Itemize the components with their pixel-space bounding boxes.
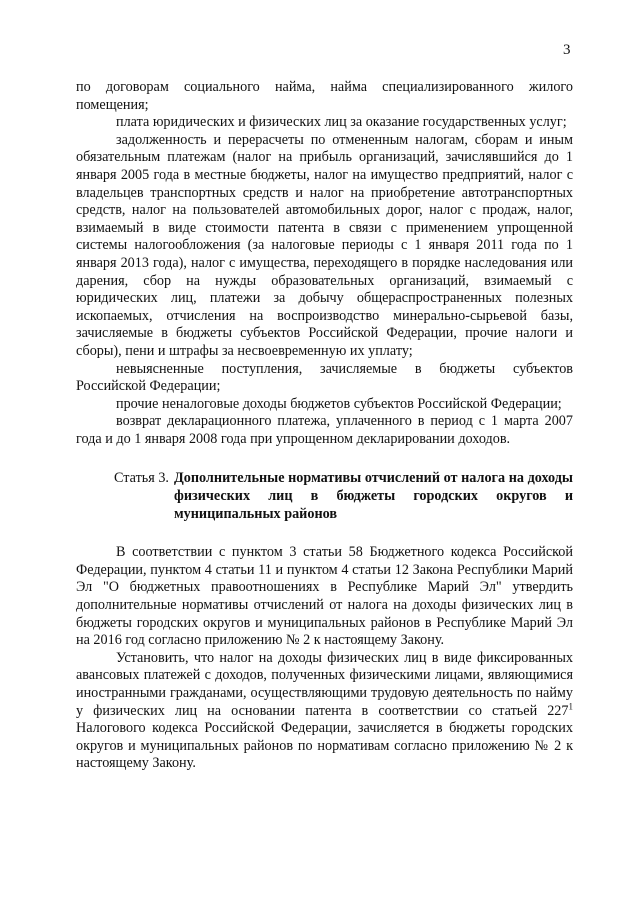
paragraph: плата юридических и физических лиц за оказание государственных услуг; (116, 114, 567, 131)
paragraph: возврат декларационного платежа, уплаченного в период с 1 марта 2007 года и до 1 января 2008 года при упрощенном декларировании доходов. (76, 413, 573, 447)
paragraph: по договорам социального найма, найма специализированного жилого помещения; (76, 79, 573, 113)
paragraph: невыясненные поступления, зачисляемые в бюджеты субъектов Российской Федерации; (76, 360, 573, 395)
paragraph: В соответствии с пунктом 3 статьи 58 Бюджетного кодекса Российской Федерации, пунктом 4 статьи 11 и пунктом 4 статьи 12 Закона Республики Марий Эл "О бюджетных правоотношениях в Республике Марий Эл" утвердить дополнительные нормативы отчислений от налога на доходы физических лиц в бюджеты городских округов и муниципальных районов в Республике Марий Эл на 2016 год согласно приложению № 2 к настоящему Закону. (76, 544, 573, 649)
paragraph: прочие неналоговые доходы бюджетов субъектов Российской Федерации; (116, 395, 562, 412)
paragraph-last (76, 650, 573, 773)
bottom-paragraphs (76, 544, 573, 650)
article-title: Дополнительные нормативы отчислений от налога на доходы физических лиц в бюджеты городских округов и муниципальных районов (174, 470, 573, 522)
footnote-superscript: 1 (568, 700, 573, 711)
article-heading (76, 470, 573, 523)
article-label: Статья 3. (114, 470, 169, 487)
page-number: 3 (563, 42, 571, 58)
paragraph: задолженность и перерасчеты по отмененным налогам, сборам и иным обязательным платежам (налог на прибыль организаций, зачислявшийся до 1 января 2005 года в местные бюджеты, налог на имущество предприятий, налог с владельцев транспортных средств и налог на приобретение автотранспортных средств, налог на пользователей автомобильных дорог, налог с продаж, налог, взимаемый в виде стоимости патента в связи с применением упрощенной системы налогообложения (за налоговые периоды с 1 января 2011 года по 1 января 2013 года), налог с имущества, переходящего в порядке наследования или дарения, сбор на нужды образовательных организаций, взимаемый с юридических лиц, платежи за добычу общераспространенных полезных ископаемых, отчисления на воспроизводство минерально-сырьевой базы, зачисляемые в бюджеты субъектов Российской Федерации, прочие налоги и сборы), пени и штрафы за несвоевременную их уплату; (76, 131, 573, 359)
last-paragraph-after: Налогового кодекса Российской Федерации, зачисляется в бюджеты городских округов и муниципальных районов по нормативам согласно приложению № 2 к настоящему Закону. (76, 720, 573, 772)
top-paragraphs (76, 79, 573, 448)
document-body (76, 79, 573, 773)
last-paragraph-before: Установить, что налог на доходы физических лиц в виде фиксированных авансовых платежей с доходов, полученных физическими лицами, являющимися иностранными гражданами, осуществляющими трудовую деятельность по найму у физических лиц на основании патента в соответствии со статьей 227 (76, 649, 573, 719)
